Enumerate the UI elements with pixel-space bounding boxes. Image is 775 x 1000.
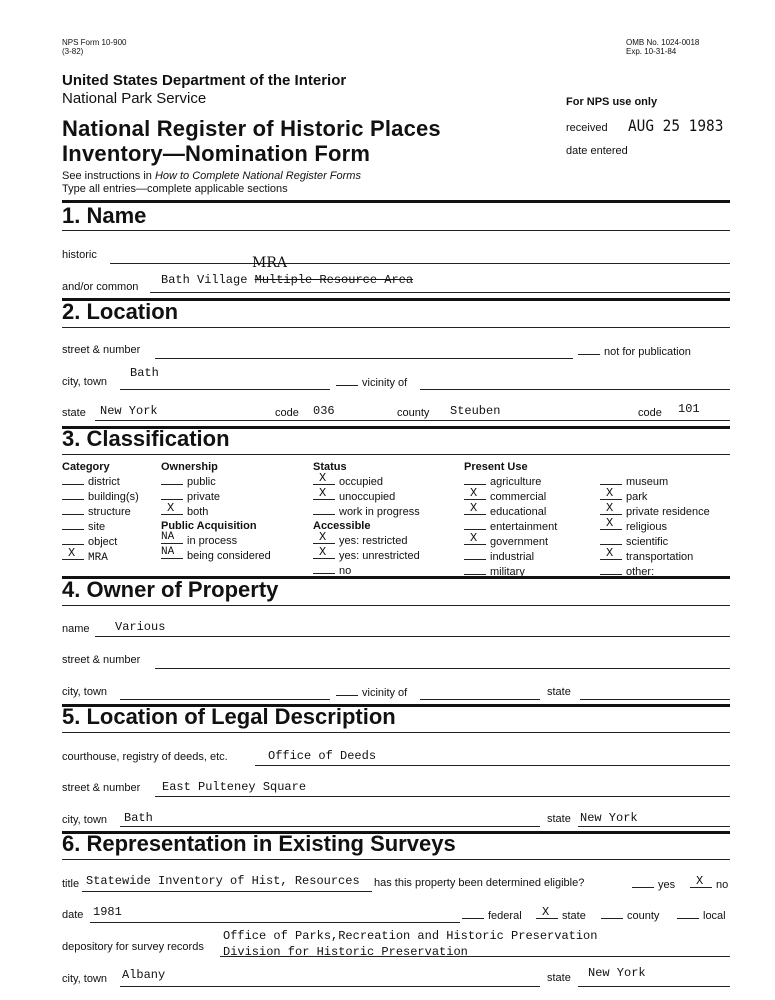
checkbox-commercial[interactable]: X commercial xyxy=(464,489,557,504)
status-header: Status xyxy=(313,461,347,473)
survey-county[interactable]: county xyxy=(601,908,659,922)
code-label: code xyxy=(275,407,299,419)
checkbox-yes-restricted[interactable]: X yes: restricted xyxy=(313,533,420,548)
city-label: city, town xyxy=(62,376,108,388)
survey-title-line xyxy=(82,891,372,892)
section-6-title: 6. Representation in Existing Surveys xyxy=(62,831,456,856)
department: United States Department of the Interior xyxy=(62,72,347,89)
street-label: street & number xyxy=(62,344,141,356)
common-label: and/or common xyxy=(62,281,139,293)
survey-local[interactable]: local xyxy=(677,908,726,922)
legal-street-line xyxy=(155,796,730,797)
survey-city-value: Albany xyxy=(122,968,166,982)
checkbox-in-process[interactable]: NA in process xyxy=(161,531,238,547)
survey-state-line xyxy=(578,986,730,987)
section-3-title: 3. Classification xyxy=(62,426,230,451)
owner-state-label: state xyxy=(547,686,571,698)
courthouse-value: Office of Deeds xyxy=(268,749,377,763)
checkbox-government[interactable]: X government xyxy=(464,534,557,549)
county-value: Steuben xyxy=(450,404,501,418)
state-value: New York xyxy=(100,404,158,418)
checkbox-mra[interactable]: X MRA xyxy=(62,549,139,565)
owner-name-label: name xyxy=(62,623,90,635)
expiration: Exp. 10-31-84 xyxy=(626,47,677,56)
divider xyxy=(62,454,730,455)
owner-street-line xyxy=(155,668,730,669)
legal-state-value: New York xyxy=(580,811,638,825)
checkbox-other[interactable]: other: xyxy=(600,564,710,579)
owner-vicinity-line xyxy=(420,699,540,700)
form-revision: (3-82) xyxy=(62,47,84,56)
code-value: 036 xyxy=(313,404,335,418)
owner-name-line xyxy=(95,636,730,637)
nps-use-label: For NPS use only xyxy=(566,96,658,108)
state-label: state xyxy=(62,407,86,419)
common-line xyxy=(150,292,730,293)
category-header: Category xyxy=(62,461,110,473)
common-insertion: MRA xyxy=(252,255,287,271)
instructions-line2: Type all entries—complete applicable sections xyxy=(62,183,288,195)
eligible-yes[interactable]: yes xyxy=(632,877,675,891)
divider xyxy=(62,605,730,606)
legal-city-value: Bath xyxy=(124,811,153,825)
received-label: received xyxy=(566,122,608,134)
owner-vicinity-label: vicinity of xyxy=(336,685,407,699)
checkbox-private-residence[interactable]: X private residence xyxy=(600,504,710,519)
checkbox-occupied[interactable]: X occupied xyxy=(313,474,420,489)
survey-city-label: city, town xyxy=(62,973,108,985)
county-label: county xyxy=(397,407,430,419)
survey-date-line xyxy=(90,922,460,923)
divider xyxy=(62,327,730,328)
owner-street-label: street & number xyxy=(62,654,141,666)
divider xyxy=(62,732,730,733)
checkbox-no[interactable]: no xyxy=(313,563,420,578)
checkbox-both[interactable]: X both xyxy=(161,504,271,519)
common-value: Bath Village Multiple Resource Area xyxy=(161,273,414,287)
checkbox-military[interactable]: military xyxy=(464,564,557,579)
survey-date-value: 1981 xyxy=(93,905,122,919)
legal-street-label: street & number xyxy=(62,782,141,794)
form-title-line1: National Register of Historic Places xyxy=(62,116,441,141)
checkbox-buildings[interactable]: building(s) xyxy=(62,489,139,504)
street-line xyxy=(155,358,573,359)
divider xyxy=(62,230,730,231)
checkbox-being-considered[interactable]: NA being considered xyxy=(161,546,271,562)
eligible-no[interactable]: X no xyxy=(690,877,728,891)
checkbox-private[interactable]: private xyxy=(161,489,271,504)
city-value: Bath xyxy=(130,366,159,380)
checkbox-entertainment[interactable]: entertainment xyxy=(464,519,557,534)
legal-city-line xyxy=(120,826,540,827)
depository-line1: Office of Parks,Recreation and Historic Preservation xyxy=(223,929,598,943)
survey-title-value: Statewide Inventory of Hist, Resources xyxy=(86,874,360,888)
legal-state-line xyxy=(578,826,730,827)
received-stamp: AUG 25 1983 xyxy=(628,116,724,135)
survey-state[interactable]: X state xyxy=(536,908,586,922)
checkbox-museum[interactable]: museum xyxy=(600,474,710,489)
survey-state-value: New York xyxy=(588,966,646,980)
depository-rule xyxy=(220,956,730,957)
present-use-list-1 xyxy=(464,474,557,579)
section-2-title: 2. Location xyxy=(62,299,179,324)
section-5-title: 5. Location of Legal Description xyxy=(62,704,396,729)
city-line xyxy=(120,389,330,390)
code2-label: code xyxy=(638,407,662,419)
vicinity-line xyxy=(420,389,730,390)
code2-value: 101 xyxy=(678,402,700,416)
form-number: NPS Form 10-900 xyxy=(62,38,127,47)
survey-date-label: date xyxy=(62,909,84,921)
public-acquisition-header: Public Acquisition xyxy=(161,520,257,532)
divider xyxy=(62,859,730,860)
checkbox-scientific[interactable]: scientific xyxy=(600,534,710,549)
courthouse-label: courthouse, registry of deeds, etc. xyxy=(62,751,228,763)
depository-label: depository for survey records xyxy=(62,941,204,953)
owner-state-line xyxy=(580,699,730,700)
legal-city-label: city, town xyxy=(62,814,108,826)
checkbox-religious[interactable]: X religious xyxy=(600,519,710,534)
checkbox-industrial[interactable]: industrial xyxy=(464,549,557,564)
instructions-line1: See instructions in How to Complete National Register Forms xyxy=(62,170,361,182)
ownership-list xyxy=(161,474,271,563)
checkbox-district[interactable]: district xyxy=(62,474,139,489)
checkbox-site[interactable]: site xyxy=(62,519,139,534)
checkbox-unoccupied[interactable]: X unoccupied xyxy=(313,489,420,504)
eligible-label: has this property been determined eligible? xyxy=(374,877,585,889)
owner-city-line xyxy=(120,699,330,700)
checkbox-object[interactable]: object xyxy=(62,534,139,549)
owner-city-label: city, town xyxy=(62,686,108,698)
omb-number: OMB No. 1024-0018 xyxy=(626,38,700,47)
checkbox-transportation[interactable]: X transportation xyxy=(600,549,710,564)
service: National Park Service xyxy=(62,90,207,107)
checkbox-public[interactable]: public xyxy=(161,474,271,489)
legal-street-value: East Pulteney Square xyxy=(162,780,307,794)
checkbox-educational[interactable]: X educational xyxy=(464,504,557,519)
accessible-header: Accessible xyxy=(313,520,371,532)
historic-label: historic xyxy=(62,249,97,261)
checkbox-structure[interactable]: structure xyxy=(62,504,139,519)
survey-federal[interactable]: federal xyxy=(462,908,522,922)
checkbox-yes-unrestricted[interactable]: X yes: unrestricted xyxy=(313,548,420,563)
checkbox-agriculture[interactable]: agriculture xyxy=(464,474,557,489)
survey-state-label: state xyxy=(547,972,571,984)
category-list xyxy=(62,474,139,565)
not-for-publication[interactable]: not for publication xyxy=(578,344,691,358)
courthouse-line xyxy=(255,765,730,766)
ownership-header: Ownership xyxy=(161,461,218,473)
depository-line2: Division for Historic Preservation xyxy=(223,945,468,959)
section-1-title: 1. Name xyxy=(62,203,147,228)
checkbox-park[interactable]: X park xyxy=(600,489,710,504)
legal-state-label: state xyxy=(547,813,571,825)
form-title-line2: Inventory—Nomination Form xyxy=(62,141,371,166)
owner-name-value: Various xyxy=(115,620,166,634)
section-4-title: 4. Owner of Property xyxy=(62,577,279,602)
survey-title-label: title xyxy=(62,878,80,890)
status-list xyxy=(313,471,420,578)
section-rule xyxy=(62,200,730,203)
present-use-list-2 xyxy=(600,474,710,579)
state-line xyxy=(95,420,730,421)
date-entered-label: date entered xyxy=(566,145,628,157)
historic-line xyxy=(110,263,730,264)
survey-city-line xyxy=(120,986,540,987)
present-use-header: Present Use xyxy=(464,461,528,473)
checkbox-work-in-progress[interactable]: work in progress xyxy=(313,504,420,519)
vicinity-label: vicinity of xyxy=(336,375,407,389)
